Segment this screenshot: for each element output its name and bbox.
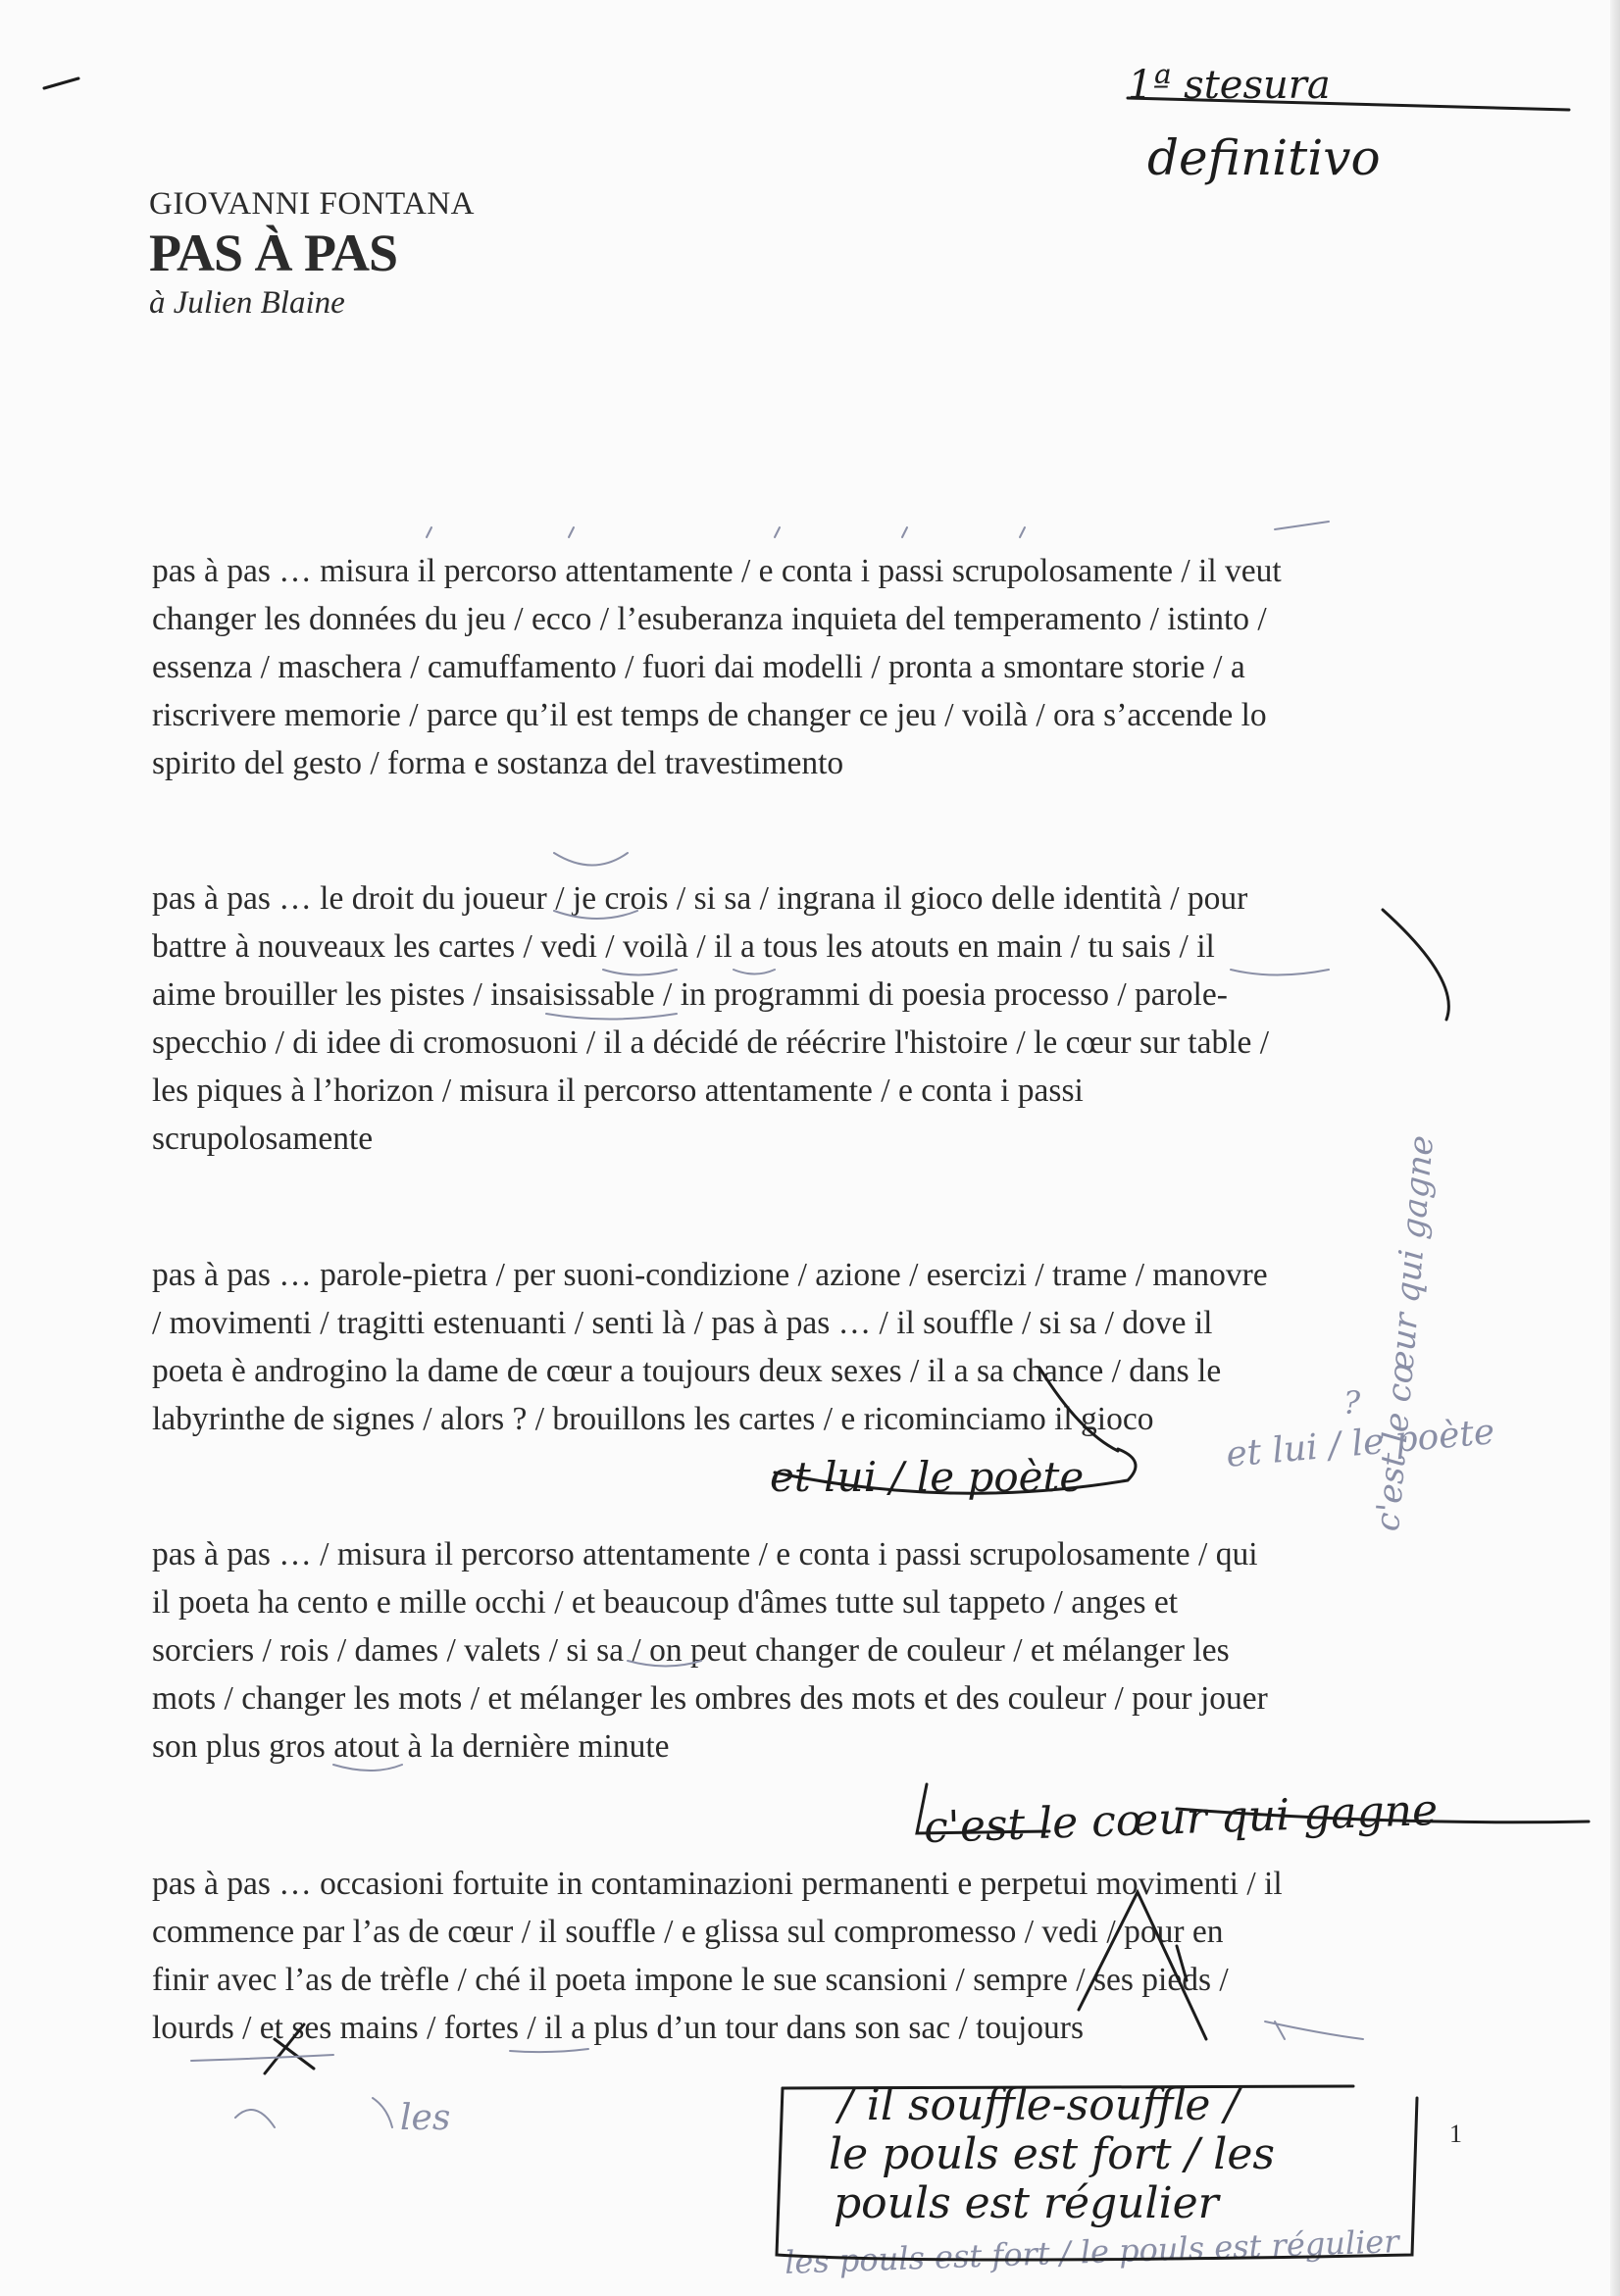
pencil-underline — [546, 1014, 677, 1020]
strike-through-line — [1128, 98, 1569, 110]
stanza-line: il poeta ha cento e mille occhi / et beaucoup d'âmes tutte sul tappeto / anges et — [152, 1584, 1179, 1621]
margin-vertical-annotation: c'est le cœur qui gagne — [1368, 1133, 1443, 1533]
poem-title: PAS À PAS — [149, 224, 398, 282]
stanza-line: mots / changer les mots / et mélanger les ombres des mots et des couleur / pour jouer — [152, 1680, 1268, 1717]
stanza-line: specchio / di idee di cromosuoni / il a décidé de réécrire l'histoire / le cœur sur table / — [152, 1024, 1270, 1061]
stanza-line: aime brouiller les pistes / insaisissable / in programmi di poesia processo / parole- — [152, 976, 1228, 1013]
heart-wins-annotation: c'est le cœur qui gagne — [923, 1784, 1439, 1854]
box-line-3: pouls est régulier — [834, 2178, 1219, 2228]
insert-loop — [775, 1449, 1136, 1493]
stanza-line: poeta è androgino la dame de cœur a toujours deux sexes / il a sa chance / dans le — [152, 1353, 1222, 1389]
slash-mark — [1177, 1946, 1187, 1980]
pencil-underline — [603, 970, 677, 975]
stanza-line: changer les données du jeu / ecco / l’esuberanza inquieta del temperamento / istinto / — [152, 601, 1267, 637]
connector-line — [1383, 910, 1448, 1020]
stanza-line: pas à pas … / misura il percorso attentamente / e conta i passi scrupolosamente / qui — [152, 1536, 1258, 1572]
heart-underline — [1177, 1809, 1589, 1822]
stanza-line: lourds / et ses mains / fortes / il a plus d’un tour dans son sac / toujours — [152, 2010, 1084, 2046]
pencil-line — [373, 2098, 392, 2127]
stanza-line: pas à pas … occasioni fortuite in contaminazioni permanenti e perpetui movimenti / il — [152, 1866, 1283, 1902]
stanza-line: les piques à l’horizon / misura il percorso attentamente / e conta i passi — [152, 1073, 1084, 1109]
insertion-caret — [1079, 1892, 1206, 2039]
stanza-line: sorciers / rois / dames / valets / si sa / on peut changer de couleur / et mélanger les — [152, 1632, 1230, 1669]
tick-mark — [427, 527, 431, 537]
pencil-underline — [734, 970, 775, 974]
les-margin-annotation: les — [400, 2098, 451, 2138]
stanza-line: scrupolosamente — [152, 1121, 374, 1157]
definitivo-annotation: definitivo — [1147, 129, 1381, 186]
tick-mark — [1020, 527, 1025, 537]
insert-poet-annotation: et lui / le poète — [770, 1453, 1085, 1501]
stanza-line: son plus gros atout à la dernière minute — [152, 1728, 670, 1765]
bracket-mark — [917, 1784, 1049, 1833]
pencil-underline — [333, 1765, 402, 1771]
stanza-line: riscrivere memorie / parce qu’il est temps de changer ce jeu / voilà / ora s’accende lo — [152, 697, 1267, 733]
question-mark-annotation: ? — [1343, 1384, 1361, 1422]
stanza-line: spirito del gesto / forma e sostanza del travestimento — [152, 745, 844, 781]
tick-mark — [775, 527, 780, 537]
box-line-2: le pouls est fort / les — [829, 2129, 1275, 2179]
pencil-line — [235, 2110, 275, 2127]
pencil-underline — [510, 2049, 588, 2052]
pencil-underline — [628, 1661, 701, 1667]
insert-poet-pencil-annotation: et lui / le poète — [1224, 1412, 1496, 1475]
tick-mark — [1275, 522, 1329, 529]
insert-arrow — [1039, 1368, 1118, 1451]
bottom-faint-annotation: les pouls est fort / le pouls est régulier — [784, 2222, 1400, 2281]
author-name: GIOVANNI FONTANA — [149, 186, 475, 222]
pencil-underline — [191, 2055, 333, 2061]
box-outline-top — [783, 2086, 1353, 2088]
pencil-underline — [1231, 970, 1329, 975]
stanza-line: essenza / maschera / camuffamento / fuori dai modelli / pronta a smontare storie / a — [152, 649, 1245, 685]
stanza-line: pas à pas … le droit du joueur / je crois / si sa / ingrana il gioco delle identità / pour — [152, 880, 1248, 917]
corner-dash-mark — [44, 78, 78, 88]
box-outline — [777, 2088, 1417, 2260]
tick-mark — [569, 527, 574, 537]
struck-annotation: 1ª stesura — [1128, 63, 1331, 108]
dedication: à Julien Blaine — [149, 285, 345, 321]
page-number: 1 — [1449, 2120, 1462, 2148]
pencil-arc — [554, 853, 628, 866]
stanza-line: battre à nouveaux les cartes / vedi / voilà / il a tous les atouts en main / tu sais / il — [152, 928, 1215, 965]
stanza-line: / movimenti / tragitti estenuanti / senti là / pas à pas … / il souffle / si sa / dove il — [152, 1305, 1213, 1341]
cross-mark — [265, 2024, 304, 2073]
stanza-line: pas à pas … parole-pietra / per suoni-condizione / azione / esercizi / trame / manovre — [152, 1257, 1268, 1293]
pencil-underline — [554, 911, 637, 919]
stanza-line: pas à pas … misura il percorso attentamente / e conta i passi scrupolosamente / il veut — [152, 553, 1282, 589]
tick-mark — [902, 527, 907, 537]
stanza-line: finir avec l’as de trèfle / ché il poeta impone le sue scansioni / sempre / ses pieds / — [152, 1962, 1229, 1998]
stanza-line: labyrinthe de signes / alors ? / brouillons les cartes / e ricominciamo il gioco — [152, 1401, 1154, 1437]
stanza-line: commence par l’as de cœur / il souffle / e glissa sul compromesso / vedi / pour en — [152, 1914, 1224, 1950]
box-line-1: / il souffle-souffle / — [838, 2080, 1240, 2130]
